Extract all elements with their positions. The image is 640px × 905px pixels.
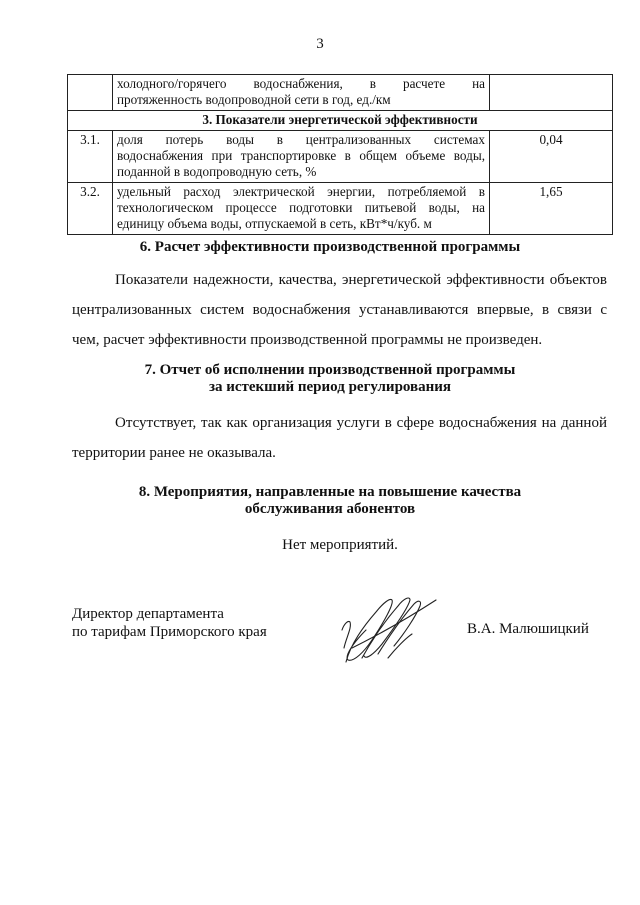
paragraph-line: централизованных систем водоснабжения устанавливаются впервые, в связи с [72,302,607,318]
table-section-row [68,111,613,131]
row-number-cell: 3.1. [68,131,113,183]
row-text-line: технологическом процессе подготовки питьевой воды, на [117,200,485,215]
signatory-title [72,605,267,641]
section-6-heading: 6. Расчет эффективности производственной программы [139,239,521,255]
signatory-name: В.А. Малюшицкий [467,621,589,637]
indicators-table [67,74,613,235]
handwritten-signature [332,588,442,668]
row-value-cell: 0,04 [490,131,613,183]
section-6-paragraph [72,265,607,355]
row-text-line: поданной в водопроводную сеть, % [117,164,317,179]
table-row [68,75,613,111]
row-description-cell [113,183,490,235]
row-number-cell: 3.2. [68,183,113,235]
row-text-line: доля потерь воды в централизованных системах [117,132,485,147]
row-text-line: удельный расход электрической энергии, потребляемой в [117,184,485,199]
table-row [68,183,613,235]
signatory-title-line: по тарифам Приморского края [72,624,267,640]
heading-line: обслуживания абонентов [244,501,416,517]
row-text-line: протяженность водопроводной сети в год, ед./км [117,92,391,107]
row-number-cell [68,75,113,111]
section-7-heading [60,362,600,396]
section-7-paragraph [72,408,607,468]
row-text-line: холодного/горячего водоснабжения, в расчете на [117,76,485,91]
section-8-heading [60,484,600,518]
heading-line: 8. Мероприятия, направленные на повышение качества [138,484,522,500]
row-description-cell [113,75,490,111]
paragraph-line: территории ранее не оказывала. [72,445,276,461]
signatory-title-line: Директор департамента [72,606,224,622]
row-text-line: единицу объема воды, отпускаемой в сеть, кВт*ч/куб. м [117,216,432,231]
section-title-cell: 3. Показатели энергетической эффективности [68,111,613,131]
row-description-cell [113,131,490,183]
paragraph-line: Показатели надежности, качества, энергетической эффективности объектов [115,272,607,288]
page-number: 3 [316,36,324,52]
row-value-cell [490,75,613,111]
paragraph-line: Отсутствует, так как организация услуги в сфере водоснабжения на данной [115,415,607,431]
paragraph-line: чем, расчет эффективности производственной программы не произведен. [72,332,543,348]
heading-line: 7. Отчет об исполнении производственной программы [144,362,516,378]
row-value-cell: 1,65 [490,183,613,235]
section-8-text: Нет мероприятий. [282,537,398,553]
row-text-line: водоснабжения при транспортировке в общем объеме воды, [117,148,485,163]
table-row [68,131,613,183]
heading-line: за истекший период регулирования [208,379,452,395]
